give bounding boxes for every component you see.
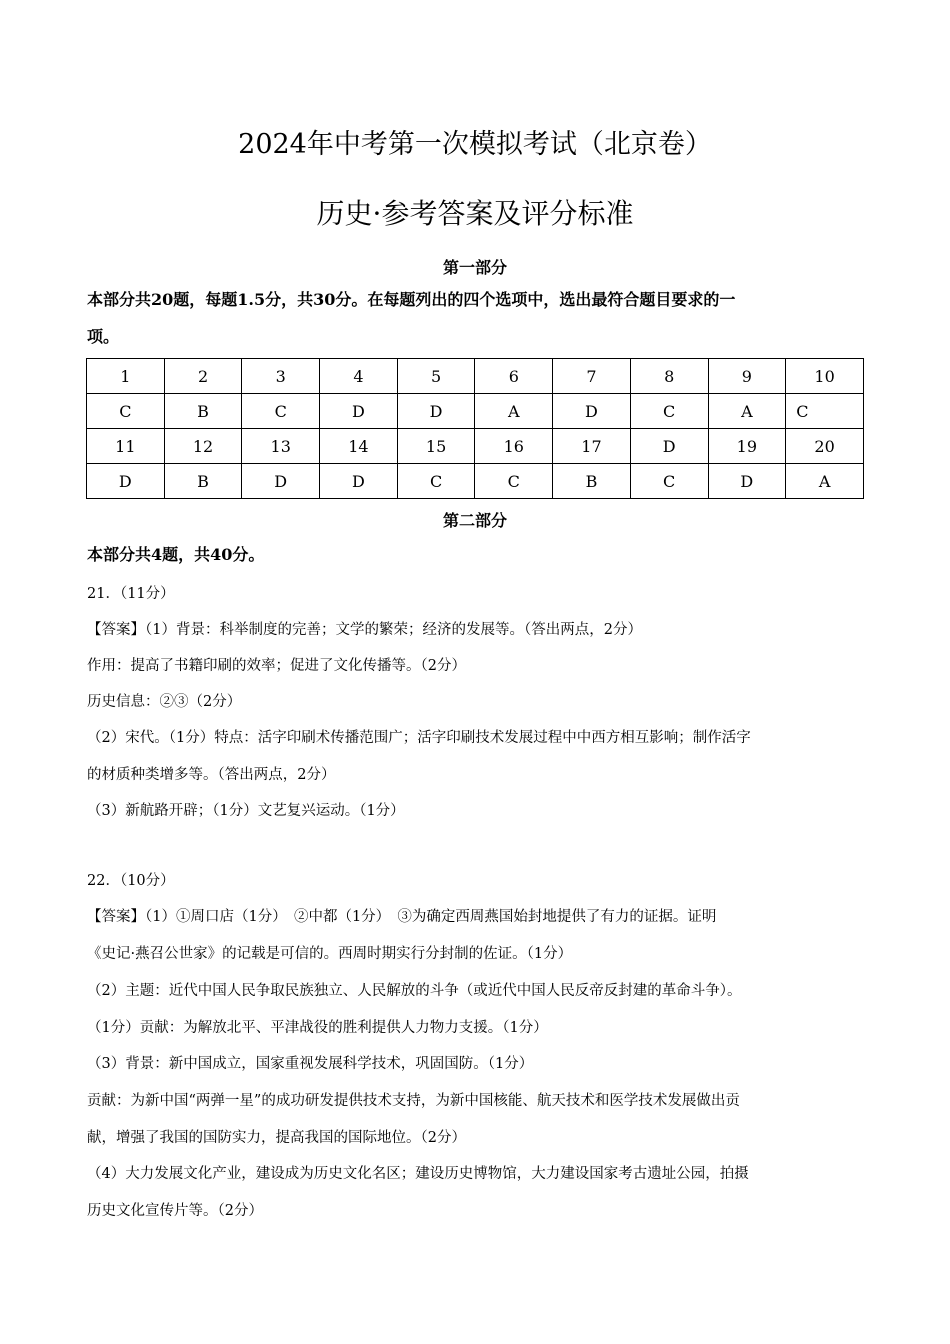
table-cell: 13 xyxy=(242,429,320,464)
table-cell: D xyxy=(242,464,320,499)
table-cell: B xyxy=(164,394,242,429)
part2-heading: 第二部分 xyxy=(442,511,507,530)
q22-line: 历史文化宣传片等。（2分） xyxy=(87,1203,263,1219)
table-cell: 20 xyxy=(786,429,864,464)
q21-line: 的材质种类增多等。（答出两点，2分） xyxy=(87,767,336,783)
answer-table xyxy=(86,358,864,499)
q21-line: （3）新航路开辟；（1分）文艺复兴运动。（1分） xyxy=(87,803,405,819)
table-cell: 19 xyxy=(708,429,786,464)
table-cell: 16 xyxy=(475,429,553,464)
exam-subtitle: 历史·参考答案及评分标准 xyxy=(316,197,634,230)
q21-line: 作用：提高了书籍印刷的效率；促进了文化传播等。（2分） xyxy=(87,658,466,674)
q22-line: （3）背景：新中国成立，国家重视发展科学技术，巩固国防。（1分） xyxy=(87,1056,534,1072)
table-cell: 1 xyxy=(87,359,165,394)
table-cell: 5 xyxy=(397,359,475,394)
table-cell: 10 xyxy=(786,359,864,394)
table-cell: 4 xyxy=(320,359,398,394)
table-cell: C xyxy=(475,464,553,499)
table-cell: C xyxy=(397,464,475,499)
q22-line: 献，增强了我国的国防实力，提高我国的国际地位。（2分） xyxy=(87,1130,466,1146)
table-cell: D xyxy=(553,394,631,429)
q21-line: 21．（11分） xyxy=(87,586,175,602)
table-cell: C xyxy=(242,394,320,429)
table-cell: C xyxy=(630,394,708,429)
q22-line: （4）大力发展文化产业，建设成为历史文化名区；建设历史博物馆，大力建设国家考古遗址公园，拍摄 xyxy=(87,1166,749,1182)
table-cell: 6 xyxy=(475,359,553,394)
table-cell: B xyxy=(553,464,631,499)
table-cell: 2 xyxy=(164,359,242,394)
table-row-answers-2 xyxy=(87,464,864,499)
table-cell: D xyxy=(320,464,398,499)
table-cell: D xyxy=(87,464,165,499)
table-row-answers-1 xyxy=(87,394,864,429)
table-cell: C xyxy=(630,464,708,499)
table-cell: C xyxy=(786,394,864,429)
table-cell: 15 xyxy=(397,429,475,464)
q21-line: （2）宋代。（1分）特点：活字印刷术传播范围广；活字印刷技术发展过程中中西方相互影响；制作活字 xyxy=(87,730,751,746)
table-cell: 9 xyxy=(708,359,786,394)
table-cell: 8 xyxy=(630,359,708,394)
q22-line: （2）主题：近代中国人民争取民族独立、人民解放的斗争（或近代中国人民反帝反封建的革命斗争）。 xyxy=(87,983,742,999)
part2-intro: 本部分共4题，共40分。 xyxy=(87,545,265,564)
q21-line: 【答案】（1）背景：科举制度的完善；文学的繁荣；经济的发展等。（答出两点，2分） xyxy=(87,622,642,638)
table-cell: 12 xyxy=(164,429,242,464)
q21-line: 历史信息：②③（2分） xyxy=(87,694,242,710)
table-row-numbers-2 xyxy=(87,429,864,464)
exam-title: 2024年中考第一次模拟考试（北京卷） xyxy=(238,129,712,160)
table-cell: D xyxy=(397,394,475,429)
q22-line: 22．（10分） xyxy=(87,873,175,889)
table-row-numbers-1 xyxy=(87,359,864,394)
q22-line: （1分）贡献：为解放北平、平津战役的胜利提供人力物力支援。（1分） xyxy=(87,1020,548,1036)
table-cell: 3 xyxy=(242,359,320,394)
part1-heading: 第一部分 xyxy=(442,258,507,277)
table-cell: D xyxy=(708,464,786,499)
part1-intro-line1: 本部分共20题，每题1.5分，共30分。在每题列出的四个选项中，选出最符合题目要求的一 xyxy=(87,290,736,309)
table-cell: A xyxy=(786,464,864,499)
table-cell: 14 xyxy=(320,429,398,464)
table-cell: 17 xyxy=(553,429,631,464)
table-cell: C xyxy=(87,394,165,429)
table-cell: 11 xyxy=(87,429,165,464)
q22-line: 《史记·燕召公世家》的记载是可信的。西周时期实行分封制的佐证。（1分） xyxy=(87,946,573,962)
table-cell: B xyxy=(164,464,242,499)
q22-line: 贡献：为新中国“两弹一星”的成功研发提供技术支持，为新中国核能、航天技术和医学技术发展做出贡 xyxy=(87,1093,740,1109)
q22-line: 【答案】（1）①周口店（1分） ②中都（1分） ③为确定西周燕国始封地提供了有力的证据。证明 xyxy=(87,909,717,925)
table-cell: D xyxy=(320,394,398,429)
table-cell: 7 xyxy=(553,359,631,394)
part1-intro-line2: 项。 xyxy=(87,327,120,346)
table-cell: D xyxy=(630,429,708,464)
table-cell: A xyxy=(475,394,553,429)
table-cell: A xyxy=(708,394,786,429)
